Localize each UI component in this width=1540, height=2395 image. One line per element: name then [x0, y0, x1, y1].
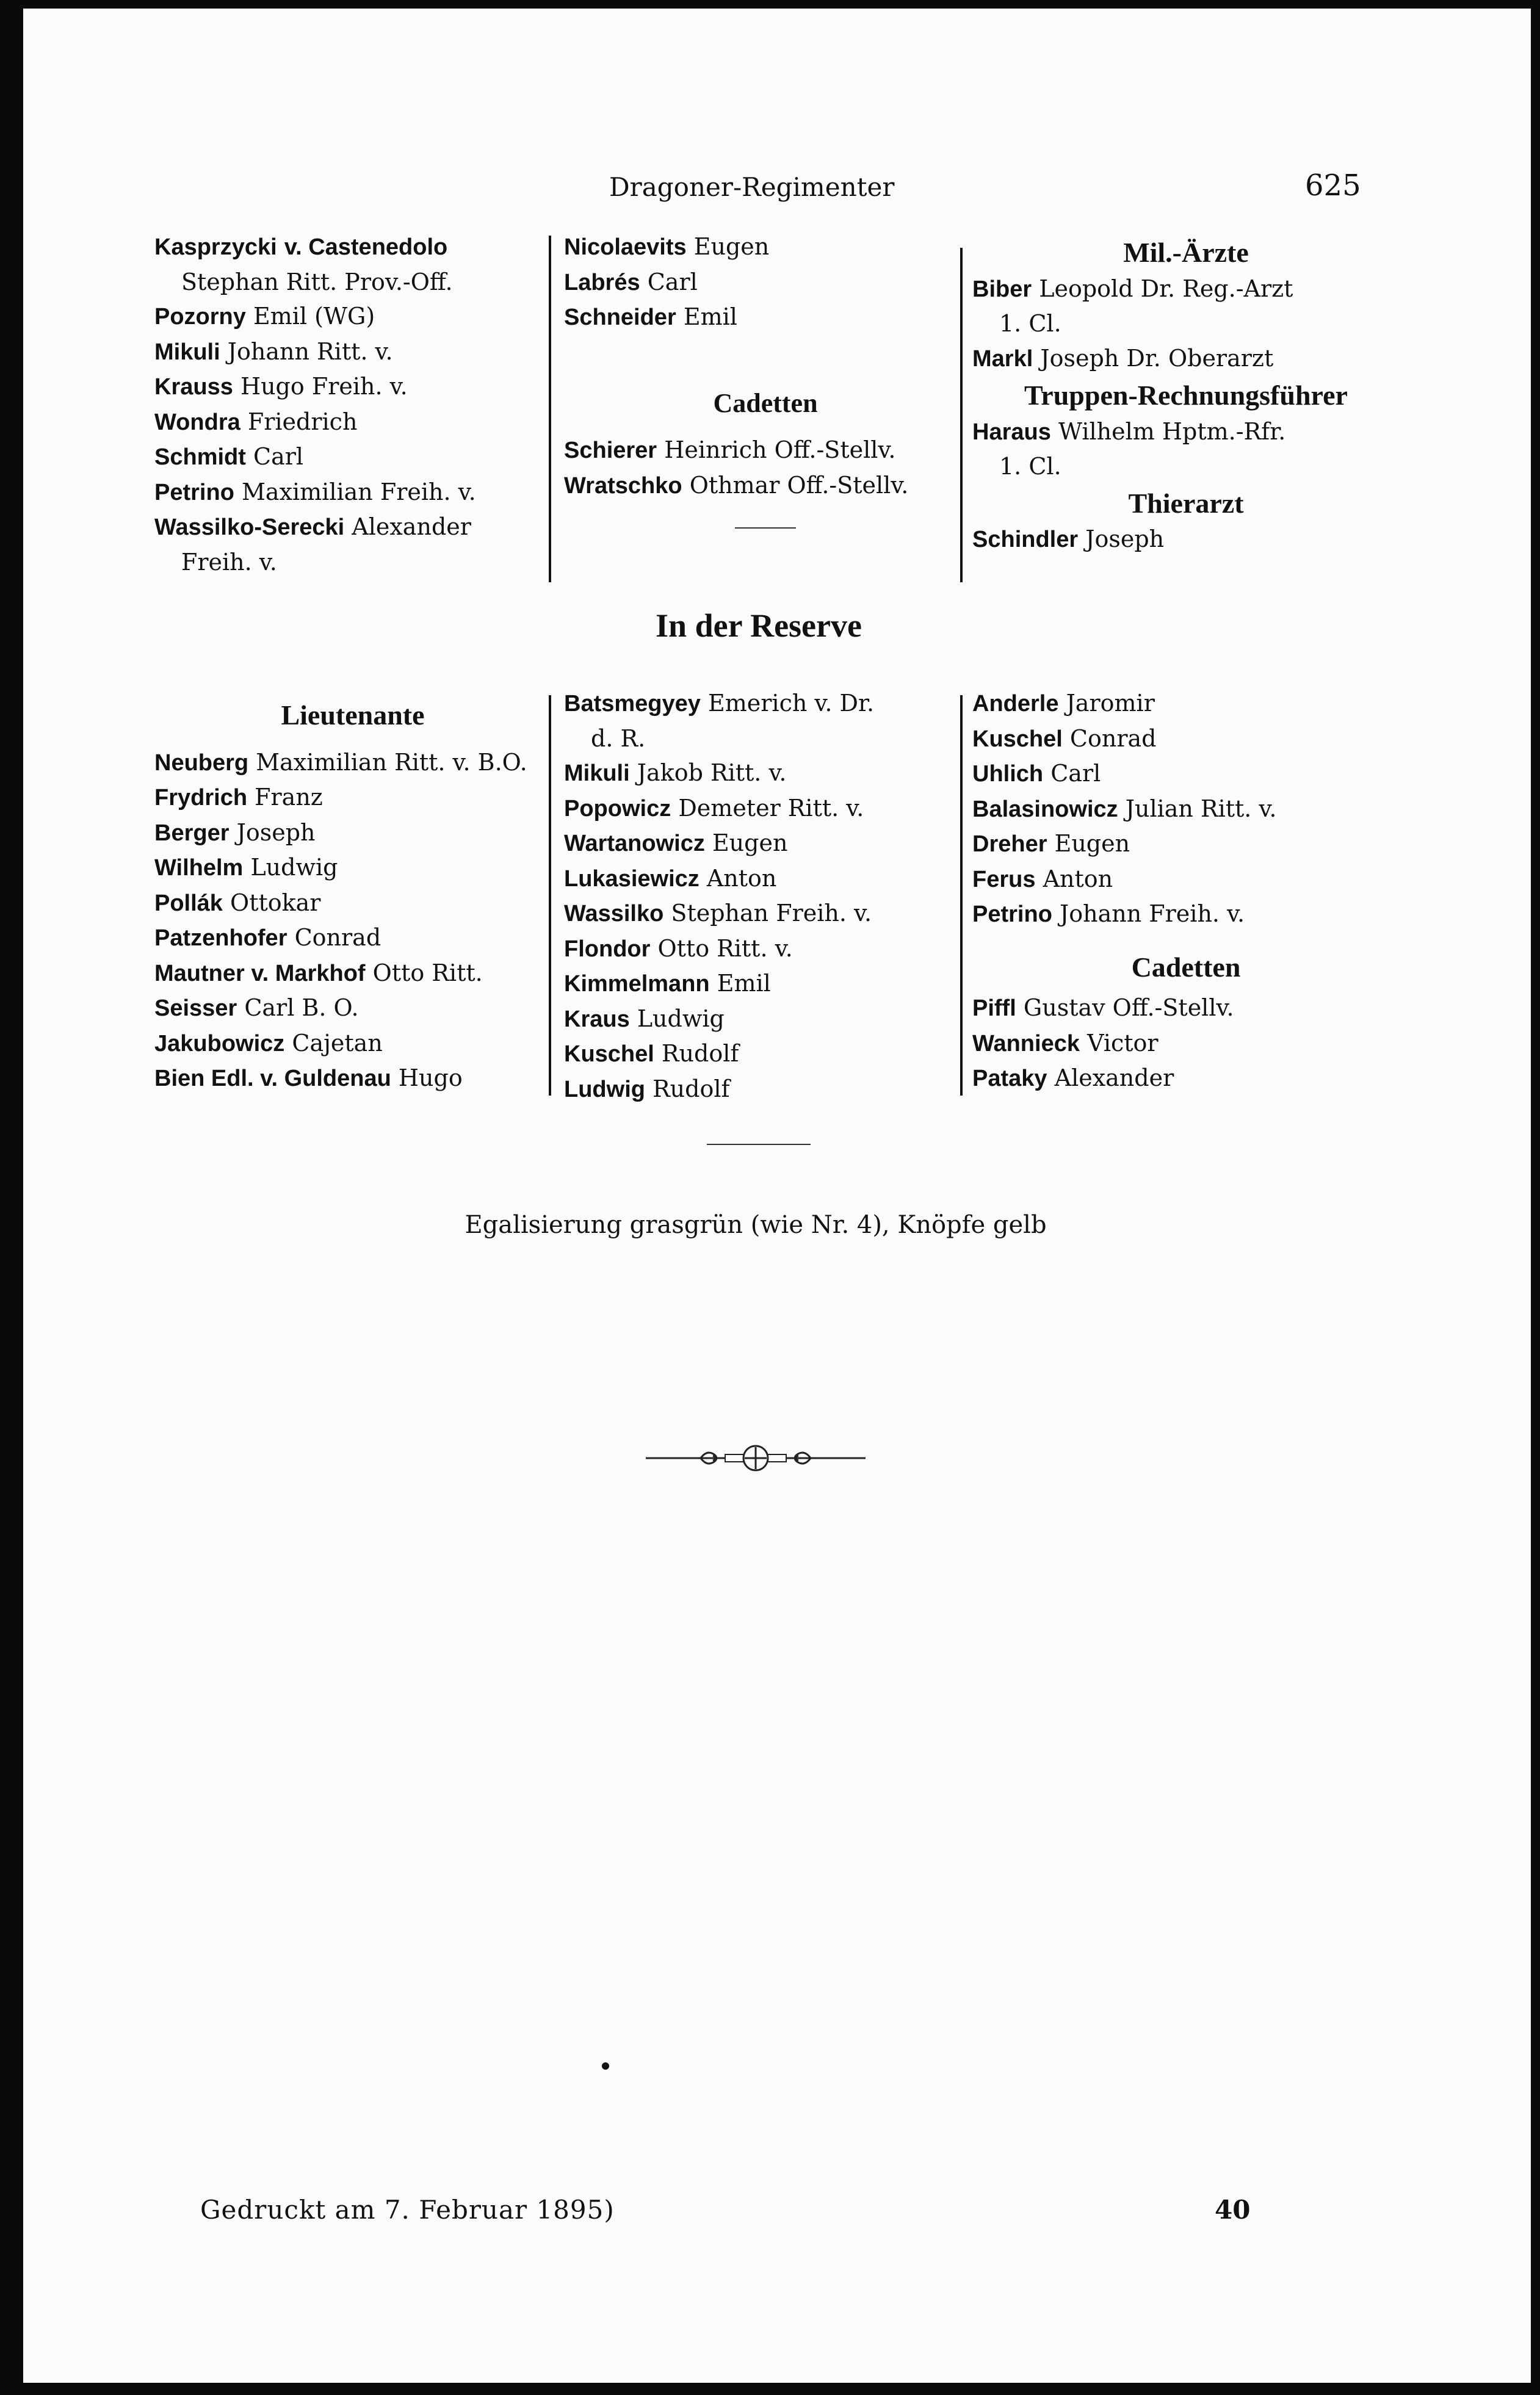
- surname: Neuberg: [154, 750, 249, 776]
- given-name-title: Wilhelm Hptm.-Rfr.: [1058, 417, 1286, 445]
- surname: Mautner v. Markhof: [154, 960, 366, 986]
- given-name-title: Hugo: [398, 1064, 463, 1091]
- roster-entry: [972, 862, 1400, 897]
- sheet-signature: 40: [1215, 2195, 1251, 2225]
- given-name-title: Carl: [647, 268, 698, 295]
- given-name-title: Cajetan: [292, 1029, 383, 1057]
- given-name-title: Freih. v.: [181, 548, 277, 576]
- roster-entry: [972, 449, 1400, 484]
- given-name-title: Rudolf: [653, 1075, 730, 1102]
- page-number: 625: [1305, 168, 1361, 203]
- page-paper: [23, 9, 1531, 2383]
- given-name-title: Joseph Dr. Oberarzt: [1040, 344, 1274, 372]
- roster-entry: [564, 826, 967, 861]
- doctors-heading: Mil.-Ärzte: [1123, 237, 1249, 268]
- roster-entry: [154, 1061, 551, 1096]
- roster-entry: [154, 745, 551, 781]
- given-name-title: Victor: [1087, 1029, 1159, 1057]
- roster-entry: [564, 1072, 967, 1107]
- given-name-title: Emil (WG): [253, 303, 375, 330]
- reserve-heading: In der Reserve: [656, 607, 862, 644]
- given-name-title: Ludwig: [250, 854, 338, 881]
- given-name-title: Maximilian Ritt. v. B.O.: [256, 748, 527, 776]
- roster-entry: [972, 721, 1400, 757]
- given-name-title: Alexander: [1054, 1064, 1174, 1091]
- cadets-heading: Cadetten: [713, 388, 818, 418]
- given-name-title: v. Castenedolo: [284, 234, 448, 260]
- reserve-column-2: [564, 686, 967, 1107]
- surname: Kasprzycki: [154, 234, 277, 260]
- roster-entry: [154, 334, 545, 370]
- surname: Wassilko-Serecki: [154, 515, 345, 540]
- column-rule: [960, 695, 963, 1096]
- roster-entry: [154, 850, 551, 886]
- given-name-title: Franz: [255, 784, 323, 811]
- given-name-title: Jakob Ritt. v.: [637, 759, 787, 786]
- roster-entry: [564, 468, 967, 504]
- roster-entry: [154, 780, 551, 815]
- surname: Schmidt: [154, 444, 246, 470]
- given-name-title: Carl: [253, 443, 304, 470]
- given-name-title: Anton: [1043, 865, 1113, 892]
- roster-entry: [564, 300, 967, 335]
- given-name-title: Conrad: [1069, 724, 1157, 752]
- roster-entry: [972, 1026, 1400, 1061]
- surname: Kraus: [564, 1006, 630, 1032]
- given-name-title: Leopold Dr. Reg.-Arzt: [1039, 275, 1293, 302]
- surname: Schneider: [564, 305, 676, 330]
- surname: Bien Edl. v. Guldenau: [154, 1066, 391, 1091]
- roster-entry: [154, 439, 545, 475]
- column-rule: [549, 695, 551, 1096]
- roster-entry: [154, 815, 551, 851]
- given-name-title: Jaromir: [1066, 690, 1155, 717]
- given-name-title: Anton: [706, 864, 777, 892]
- surname: Haraus: [972, 419, 1051, 445]
- given-name-title: Otto Ritt.: [372, 959, 483, 986]
- roster-entry: [972, 826, 1400, 862]
- surname: Uhlich: [972, 761, 1044, 787]
- surname: Biber: [972, 276, 1032, 302]
- given-name-title: Rudolf: [661, 1040, 739, 1067]
- given-name-title: Stephan Freih. v.: [671, 900, 872, 927]
- given-name-title: Johann Ritt. v.: [227, 338, 393, 365]
- vets-heading: Thierarzt: [1128, 487, 1244, 519]
- given-name-title: Julian Ritt. v.: [1125, 795, 1277, 822]
- roster-entry: [564, 721, 967, 756]
- given-name-title: Otto Ritt. v.: [657, 934, 793, 962]
- roster-entry: [154, 299, 545, 334]
- given-name-title: Carl: [1050, 760, 1101, 787]
- surname: Petrino: [154, 479, 234, 505]
- given-name-title: Johann Freih. v.: [1060, 900, 1245, 927]
- given-name-title: Othmar Off.-Stellv.: [689, 471, 909, 499]
- surname: Piffl: [972, 995, 1016, 1021]
- print-date: Gedruckt am 7. Februar 1895): [200, 2195, 615, 2225]
- roster-entry: [154, 475, 545, 510]
- roster-entry: [972, 897, 1400, 932]
- surname: Wassilko: [564, 901, 664, 927]
- given-name-title: Stephan Ritt. Prov.-Off.: [181, 268, 453, 295]
- given-name-title: 1. Cl.: [999, 453, 1061, 480]
- given-name-title: Carl B. O.: [244, 994, 359, 1021]
- facing-note: Egalisierung grasgrün (wie Nr. 4), Knöpfe gelb: [465, 1211, 1047, 1239]
- surname: Kuschel: [972, 726, 1063, 752]
- reserve-column-3: [972, 686, 1400, 1096]
- roster-entry: [972, 272, 1400, 307]
- given-name-title: Ottokar: [230, 889, 321, 916]
- roster-entry: [154, 229, 545, 265]
- surname: Flondor: [564, 936, 651, 962]
- roster-entry: [154, 1026, 551, 1061]
- given-name-title: d. R.: [591, 724, 646, 752]
- roster-entry: [972, 306, 1400, 341]
- divider: [707, 1144, 811, 1145]
- surname: Wratschko: [564, 472, 682, 499]
- print-dot: [602, 2062, 609, 2070]
- surname: Pataky: [972, 1066, 1047, 1091]
- reserve-column-1: [154, 686, 551, 1096]
- surname: Kimmelmann: [564, 971, 710, 997]
- given-name-title: Demeter Ritt. v.: [678, 794, 864, 822]
- reserve-cadets-heading: Cadetten: [1131, 951, 1241, 983]
- roster-entry: [154, 991, 551, 1026]
- surname: Wannieck: [972, 1030, 1080, 1057]
- surname: Patzenhofer: [154, 925, 287, 951]
- roster-entry: [154, 265, 545, 300]
- roster-entry: [564, 756, 967, 791]
- surname: Dreher: [972, 831, 1047, 857]
- surname: Seisser: [154, 995, 237, 1021]
- given-name-title: Emerich v. Dr.: [708, 690, 875, 717]
- roster-entry: [154, 920, 551, 956]
- given-name-title: Emil: [717, 970, 771, 997]
- surname: Pozorny: [154, 304, 246, 330]
- roster-entry: [564, 433, 967, 468]
- column-rule: [960, 248, 963, 582]
- roster-entry: [564, 966, 967, 1002]
- surname: Wilhelm: [154, 855, 244, 881]
- accountants-heading: Truppen-Rechnungsführer: [1024, 380, 1348, 411]
- roster-entry: [972, 756, 1400, 792]
- roster-entry: [154, 545, 545, 580]
- roster-entry: [154, 510, 545, 545]
- roster-entry: [154, 405, 545, 440]
- given-name-title: Emil: [683, 303, 737, 330]
- roster-entry: [972, 1061, 1400, 1096]
- given-name-title: Gustav Off.-Stellv.: [1023, 994, 1234, 1021]
- surname: Lukasiewicz: [564, 865, 700, 892]
- roster-entry: [564, 931, 967, 967]
- surname: Pollák: [154, 890, 223, 916]
- roster-entry: [564, 861, 967, 897]
- surname: Petrino: [972, 901, 1052, 927]
- roster-entry: [564, 229, 967, 265]
- surname: Batsmegyey: [564, 691, 701, 717]
- surname: Wondra: [154, 409, 240, 435]
- surname: Wartanowicz: [564, 831, 705, 856]
- active-column-3: [972, 236, 1400, 557]
- roster-entry: [154, 956, 551, 991]
- surname: Ferus: [972, 866, 1036, 892]
- roster-entry: [154, 369, 545, 405]
- roster-entry: [972, 341, 1400, 377]
- roster-entry: [972, 991, 1400, 1026]
- given-name-title: Heinrich Off.-Stellv.: [664, 436, 896, 463]
- divider: [735, 527, 796, 529]
- surname: Mikuli: [564, 760, 630, 786]
- roster-entry: [154, 886, 551, 921]
- given-name-title: Eugen: [693, 233, 770, 260]
- surname: Popowicz: [564, 795, 671, 822]
- surname: Balasinowicz: [972, 796, 1118, 822]
- surname: Anderle: [972, 691, 1059, 717]
- given-name-title: Joseph: [1085, 526, 1165, 552]
- given-name-title: Ludwig: [637, 1005, 725, 1032]
- surname: Schindler: [972, 527, 1079, 552]
- roster-entry: [564, 686, 967, 721]
- roster-entry: [972, 792, 1400, 827]
- given-name-title: Conrad: [294, 924, 381, 951]
- surname: Berger: [154, 820, 230, 846]
- surname: Frydrich: [154, 785, 248, 811]
- given-name-title: Eugen: [1054, 830, 1130, 857]
- roster-entry: [972, 522, 1400, 557]
- given-name-title: Friedrich: [247, 408, 358, 435]
- running-header: Dragoner-Regimenter: [609, 172, 895, 202]
- given-name-title: Maximilian Freih. v.: [242, 478, 476, 505]
- surname: Mikuli: [154, 339, 220, 365]
- surname: Kuschel: [564, 1041, 654, 1067]
- roster-entry: [972, 686, 1400, 721]
- active-column-2: [564, 229, 967, 529]
- surname: Schierer: [564, 438, 657, 463]
- roster-entry: [972, 414, 1400, 450]
- ornament-divider: [646, 1440, 866, 1476]
- active-officers-list: [154, 229, 545, 579]
- given-name-title: Hugo Freih. v.: [240, 373, 408, 400]
- roster-entry: [564, 1002, 967, 1037]
- roster-entry: [564, 1036, 967, 1072]
- given-name-title: 1. Cl.: [999, 310, 1061, 337]
- surname: Labrés: [564, 269, 640, 295]
- surname: Jakubowicz: [154, 1030, 285, 1057]
- given-name-title: Joseph: [236, 818, 316, 846]
- roster-entry: [564, 791, 967, 826]
- surname: Nicolaevits: [564, 234, 687, 260]
- surname: Markl: [972, 345, 1033, 372]
- given-name-title: Eugen: [712, 829, 788, 856]
- roster-entry: [564, 896, 967, 931]
- lieutenants-heading: Lieutenante: [281, 699, 425, 731]
- roster-entry: [564, 265, 967, 300]
- surname: Krauss: [154, 374, 233, 400]
- given-name-title: Alexander: [352, 513, 471, 540]
- surname: Ludwig: [564, 1076, 645, 1102]
- column-rule: [549, 236, 551, 582]
